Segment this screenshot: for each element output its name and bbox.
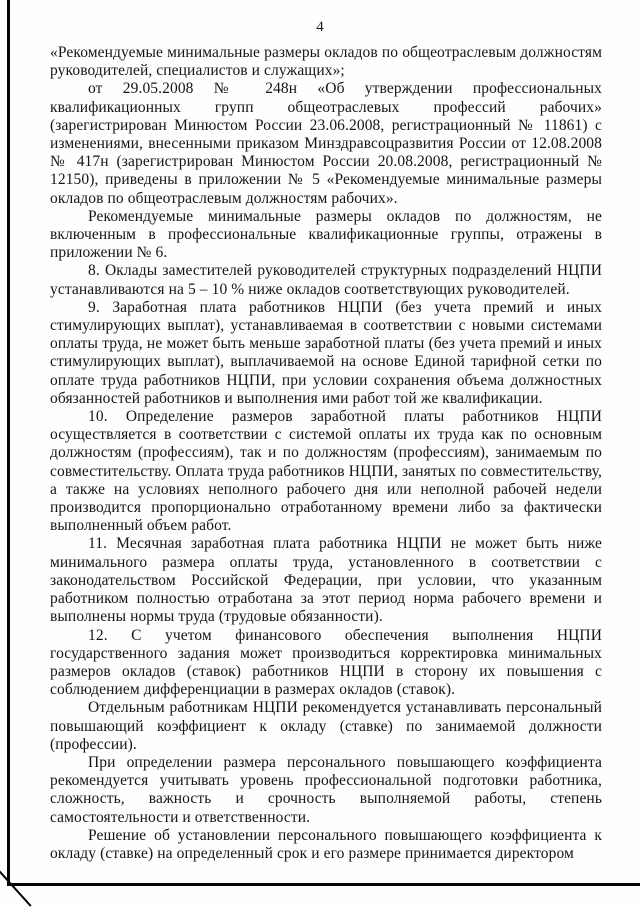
page-number: 4 (316, 19, 324, 35)
paragraph: 8. Оклады заместителей руководителей структурных подразделений НЦПИ устанавливаются на 5 – 10 % ниже окладов соответствующих руководителей. (50, 262, 602, 298)
paragraph: 12. С учетом финансового обеспечения выполнения НЦПИ государственного задания может производиться корректировка минимальных размеров окладов (ставок) работников НЦПИ в сторону их повышения с соблюдением дифференциации в размерах окладов (ставок). (50, 626, 602, 699)
document-body (50, 44, 602, 863)
paragraph: «Рекомендуемые минимальные размеры окладов по общеотраслевым должностям руководителей, специалистов и служащих»; (50, 44, 602, 80)
scan-edge-left (7, 0, 10, 886)
paragraph: 11. Месячная заработная плата работника НЦПИ не может быть ниже минимального размера оплаты труда, установленного в соответствии с законодательством Российской Федерации, при условии, что указанным работником полностью отработана за этот период норма рабочего времени и выполнены нормы труда (трудовые обязанности). (50, 535, 602, 626)
paragraph: 10. Определение размеров заработной платы работников НЦПИ осуществляется в соответствии с системой оплаты их труда как по основным должностям (профессиям), так и по должностям (профессиям), занимаемым по совместительству. Оплата труда работников НЦПИ, занятых по совместительству, а также на условиях неполного рабочего дня или неполной рабочей недели производится пропорционально отработанному времени либо за фактически выполненный объем работ. (50, 408, 602, 535)
paragraph: Рекомендуемые минимальные размеры окладов по должностям, не включенным в профессиональные квалификационные группы, отражены в приложении № 6. (50, 207, 602, 262)
paragraph: При определении размера персонального повышающего коэффициента рекомендуется учитывать уровень профессиональной подготовки работника, сложность, важность и срочность выполняемой работы, степень самостоятельности и ответственности. (50, 753, 602, 826)
paragraph: Отдельным работникам НЦПИ рекомендуется устанавливать персональный повышающий коэффициент к окладу (ставке) по занимаемой должности (профессии). (50, 699, 602, 753)
scan-edge-bottom (7, 883, 640, 886)
paragraph: Решение об установлении персонального повышающего коэффициента к окладу (ставке) на определенный срок и его размере принимается директором (50, 826, 602, 862)
paragraph: 9. Заработная плата работников НЦПИ (без учета премий и иных стимулирующих выплат), устанавливаемая в соответствии с новыми системами оплаты труда, не может быть меньше заработной платы (без учета премий и иных стимулирующих выплат), выплачиваемой на основе Единой тарифной сетки по оплате труда работников НЦПИ, при условии сохранения объема должностных обязанностей работников и выполнения ими работ той же квалификации. (50, 298, 602, 407)
paragraph: от 29.05.2008 № 248н «Об утверждении профессиональных квалификационных групп общеотраслевых профессий рабочих» (зарегистрирован Минюстом России 23.06.2008, регистрационный № 11861) с изменениями, внесенными приказом Минздравсоцразвития России от 12.08.2008 № 417н (зарегистрирован Минюстом России 20.08.2008, регистрационный № 12150), приведены в приложении № 5 «Рекомендуемые минимальные размеры окладов по общеотраслевым должностям рабочих». (50, 80, 602, 207)
